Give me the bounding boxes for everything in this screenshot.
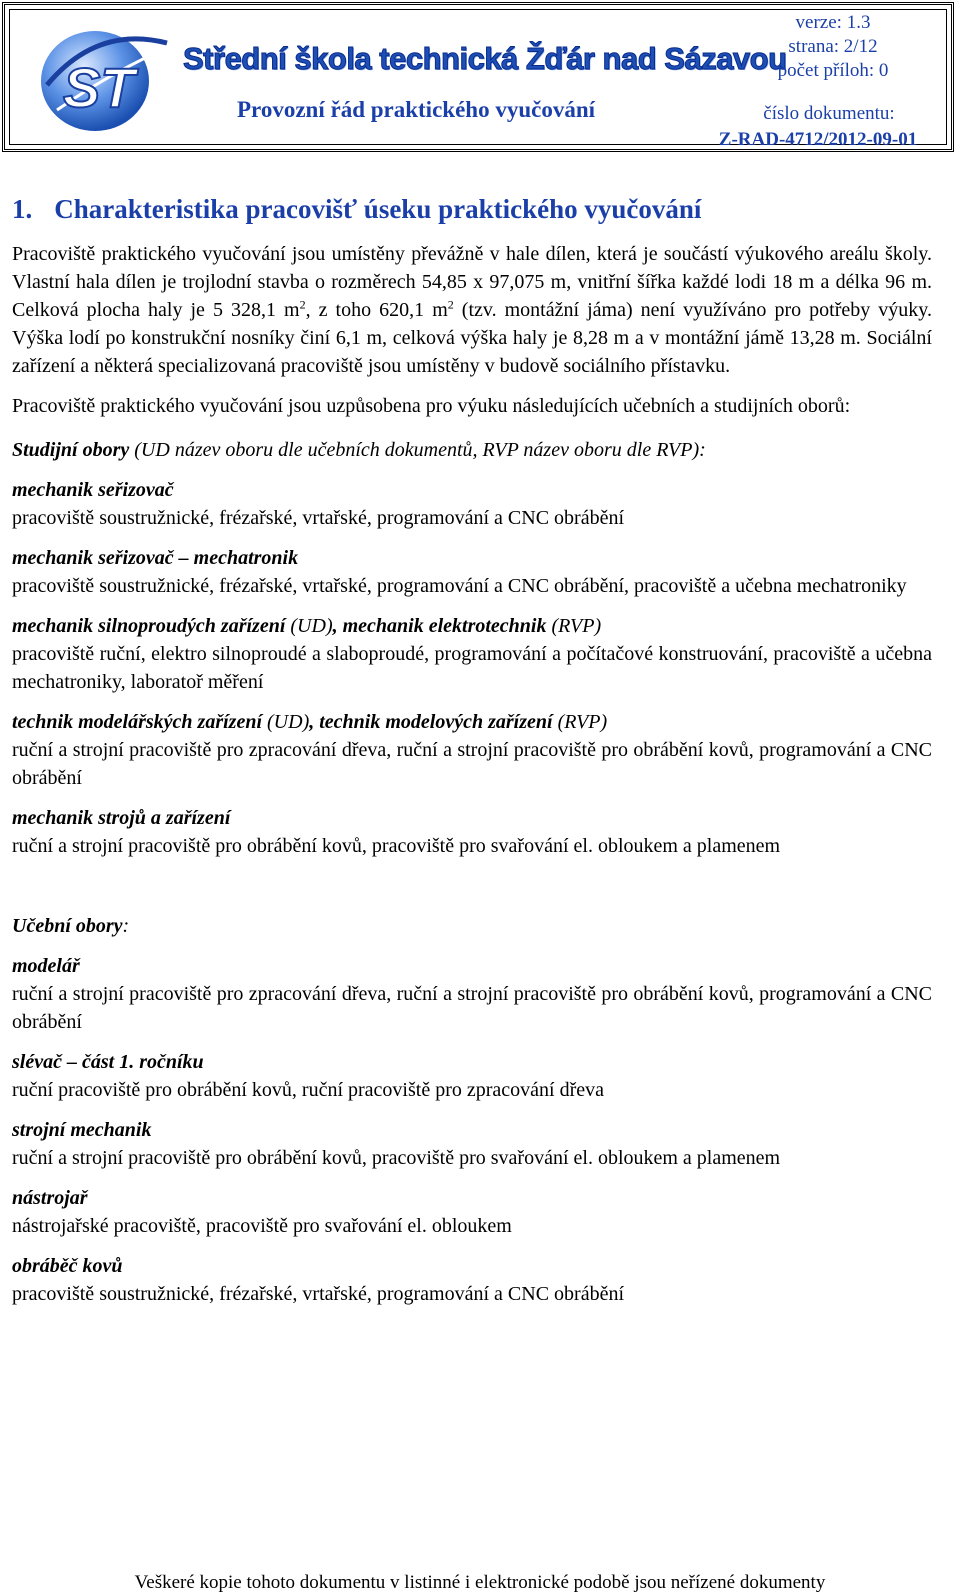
- school-logo: [27, 15, 177, 135]
- paragraph-fields: Pracoviště praktického vyučování jsou uzpůsobena pro výuku následujících učebních a studijních oborů:: [12, 395, 851, 417]
- name-part: (UD): [262, 711, 310, 733]
- field-desc: pracoviště soustružnické, frézařské, vrtařské, programování a CNC obrábění: [12, 507, 625, 529]
- heading-bold: Studijní obory: [12, 439, 130, 461]
- svg-text:ST: ST: [63, 56, 135, 119]
- list-item: [12, 612, 932, 696]
- field-name: [12, 708, 932, 736]
- field-name: nástrojař: [12, 1187, 88, 1209]
- superscript: 2: [447, 297, 454, 312]
- field-name: strojní mechanik: [12, 1119, 152, 1141]
- name-part: (RVP): [546, 615, 602, 637]
- field-desc: pracoviště soustružnické, frézařské, vrtařské, programování a CNC obrábění: [12, 1283, 625, 1305]
- heading-rest: :: [122, 915, 130, 937]
- school-name: Střední škola technická Žďár nad Sázavou: [183, 41, 787, 76]
- document-body: [12, 192, 932, 1308]
- list-item: [12, 1116, 932, 1172]
- text-fragment: , z toho 620,1 m: [305, 299, 448, 321]
- field-name: obráběč kovů: [12, 1255, 123, 1277]
- superscript: 2: [299, 297, 306, 312]
- field-name: mechanik seřizovač – mechatronik: [12, 547, 299, 569]
- page-footer: Veškeré kopie tohoto dokumentu v listinné i elektronické podobě jsou neřízené dokumenty: [134, 1572, 826, 1593]
- heading-bold: Učební obory: [12, 915, 123, 937]
- list-item: [12, 544, 932, 600]
- list-item: [12, 1048, 932, 1104]
- section-number: 1.: [12, 194, 33, 224]
- name-part: technik modelářských zařízení: [12, 711, 263, 733]
- heading-rest: (UD název oboru dle učebních dokumentů, RVP název oboru dle RVP):: [129, 439, 706, 461]
- name-part: , mechanik elektrotechnik: [332, 615, 547, 637]
- list-item: [12, 804, 932, 860]
- version: verze: 1.3: [795, 12, 871, 33]
- field-desc: pracoviště ruční, elektro silnoproudé a slaboproudé, programování a počítačové konstruování, pracoviště a učebna mechatroniky, laboratoř měření: [12, 643, 932, 693]
- spacer: [12, 860, 932, 912]
- field-desc: ruční a strojní pracoviště pro obrábění kovů, pracoviště pro svařování el. obloukem a plamenem: [12, 1147, 781, 1169]
- field-name: mechanik seřizovač: [12, 479, 174, 501]
- text-fragment: (tzv. montážní jáma) není využíváno pro potřeby výuky. Výška lodí po konstrukční nosníky činí 6,1 m, celková výška haly je 8,28 m a v montážní jámě 13,28 m. Sociální zařízení a některá specializovaná pracoviště jsou umístěny v budově sociálního přístavku.: [12, 299, 932, 377]
- name-part: mechanik silnoproudých zařízení: [12, 615, 286, 637]
- document-meta: [733, 11, 933, 83]
- list-item: [12, 476, 932, 532]
- doc-number: Z-RAD-4712/2012-09-01: [718, 129, 918, 150]
- name-part: (UD): [285, 615, 333, 637]
- field-desc: ruční a strojní pracoviště pro zpracování dřeva, ruční a strojní pracoviště pro obrábění kovů, programování a CNC obrábění: [12, 983, 932, 1033]
- list-item: [12, 708, 932, 792]
- field-desc: pracoviště soustružnické, frézařské, vrtařské, programování a CNC obrábění, pracoviště a učebna mechatroniky: [12, 575, 907, 597]
- list-item: [12, 1252, 932, 1308]
- page-number: strana: 2/12: [788, 36, 878, 57]
- field-desc: nástrojařské pracoviště, pracoviště pro svařování el. obloukem: [12, 1215, 512, 1237]
- document-title: Provozní řád praktického vyučování: [237, 97, 596, 122]
- paragraph-hall: [12, 240, 932, 380]
- field-name: [12, 612, 932, 640]
- field-name: slévač – část 1. ročníku: [12, 1051, 204, 1073]
- field-desc: ruční a strojní pracoviště pro zpracování dřeva, ruční a strojní pracoviště pro obrábění kovů, programování a CNC obrábění: [12, 739, 932, 789]
- field-name: modelář: [12, 955, 80, 977]
- text-fragment: Pracoviště praktického vyučování jsou umístěny převážně v hale dílen, která je součástí výukového areálu školy. Vlastní hala dílen je trojlodní stavba o rozměrech 54,85 x 97,075 m, vnitřní šířka každé lodi 18 m a délka 96 m. Celková plocha haly je 5 328,1 m: [12, 243, 932, 321]
- name-part: , technik modelových zařízení: [309, 711, 553, 733]
- document-header: [2, 2, 954, 152]
- list-item: [12, 952, 932, 1036]
- study-heading: [12, 436, 932, 464]
- doc-number-label: číslo dokumentu:: [763, 103, 895, 124]
- attachments-count: počet příloh: 0: [777, 60, 889, 81]
- list-item: [12, 1184, 932, 1240]
- field-desc: ruční pracoviště pro obrábění kovů, ruční pracoviště pro zpracování dřeva: [12, 1079, 604, 1101]
- name-part: (RVP): [552, 711, 608, 733]
- apprentice-heading: [12, 912, 932, 940]
- field-name: mechanik strojů a zařízení: [12, 807, 231, 829]
- section-heading: [12, 192, 932, 226]
- section-title: Charakteristika pracovišť úseku praktického vyučování: [54, 194, 702, 224]
- field-desc: ruční a strojní pracoviště pro obrábění kovů, pracoviště pro svařování el. obloukem a plamenem: [12, 835, 781, 857]
